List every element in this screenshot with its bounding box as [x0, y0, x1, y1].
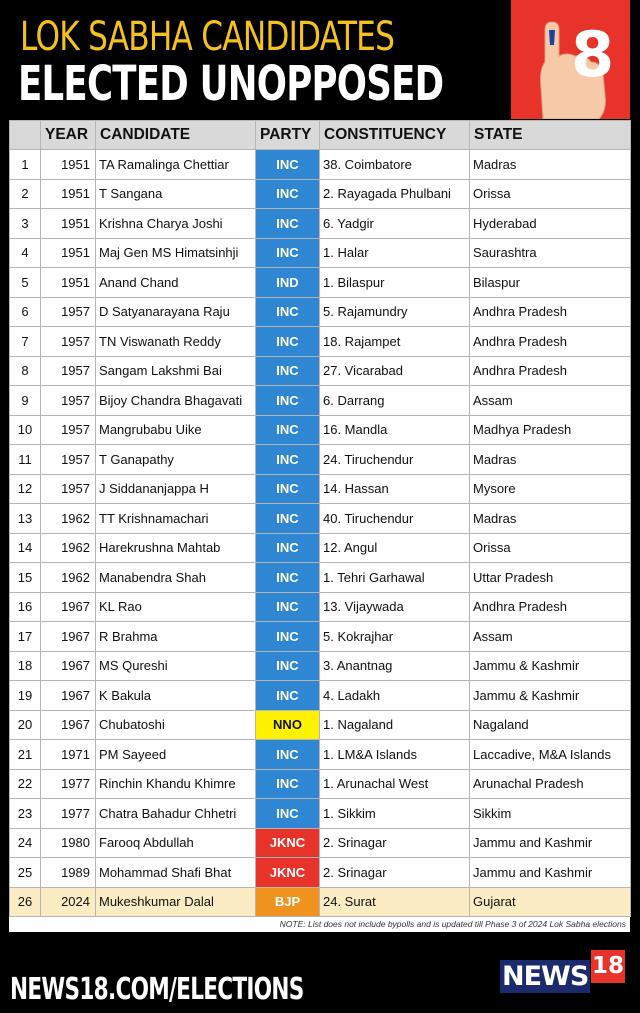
row-year: 1977 — [41, 799, 96, 829]
table-row — [10, 209, 631, 239]
row-year: 1951 — [41, 150, 96, 180]
table-row — [10, 445, 631, 475]
row-candidate: PM Sayeed — [96, 740, 256, 770]
row-state: Assam — [470, 386, 631, 416]
row-candidate: Farooq Abdullah — [96, 828, 256, 858]
table-row — [10, 356, 631, 386]
row-number: 13 — [10, 504, 41, 534]
table-row — [10, 592, 631, 622]
column-header: PARTY — [256, 121, 320, 150]
row-candidate: D Satyanarayana Raju — [96, 297, 256, 327]
row-year: 1957 — [41, 297, 96, 327]
row-state: Madhya Pradesh — [470, 415, 631, 445]
row-candidate: T Ganapathy — [96, 445, 256, 475]
row-candidate: Chatra Bahadur Chhetri — [96, 799, 256, 829]
row-candidate: TN Viswanath Reddy — [96, 327, 256, 357]
row-year: 1967 — [41, 651, 96, 681]
row-state: Nagaland — [470, 710, 631, 740]
row-state: Saurashtra — [470, 238, 631, 268]
row-candidate: Rinchin Khandu Khimre — [96, 769, 256, 799]
row-year: 1971 — [41, 740, 96, 770]
row-number: 23 — [10, 799, 41, 829]
row-constituency: 38. Coimbatore — [320, 150, 470, 180]
row-candidate: Bijoy Chandra Bhagavati — [96, 386, 256, 416]
party-badge: JKNC — [256, 858, 320, 888]
row-number: 6 — [10, 297, 41, 327]
row-number: 25 — [10, 858, 41, 888]
row-state: Andhra Pradesh — [470, 327, 631, 357]
row-constituency: 2. Srinagar — [320, 858, 470, 888]
news18-vote-logo — [511, 0, 630, 119]
table-row — [10, 799, 631, 829]
row-year: 1967 — [41, 592, 96, 622]
row-candidate: R Brahma — [96, 622, 256, 652]
row-year: 1957 — [41, 415, 96, 445]
table-row — [10, 150, 631, 180]
row-candidate: Mohammad Shafi Bhat — [96, 858, 256, 888]
inked-finger-icon — [511, 0, 630, 119]
row-year: 1957 — [41, 474, 96, 504]
party-badge: INC — [256, 651, 320, 681]
row-constituency: 3. Anantnag — [320, 651, 470, 681]
row-constituency: 5. Kokrajhar — [320, 622, 470, 652]
row-state: Laccadive, M&A Islands — [470, 740, 631, 770]
row-candidate: T Sangana — [96, 179, 256, 209]
row-constituency: 27. Vicarabad — [320, 356, 470, 386]
row-number: 18 — [10, 651, 41, 681]
party-badge: NNO — [256, 710, 320, 740]
row-year: 1967 — [41, 710, 96, 740]
row-number: 3 — [10, 209, 41, 239]
row-number: 1 — [10, 150, 41, 180]
row-constituency: 2. Rayagada Phulbani — [320, 179, 470, 209]
party-badge: INC — [256, 563, 320, 593]
logo-number: 8 — [571, 18, 615, 91]
row-candidate: TT Krishnamachari — [96, 504, 256, 534]
row-candidate: Chubatoshi — [96, 710, 256, 740]
table-row — [10, 828, 631, 858]
row-number: 17 — [10, 622, 41, 652]
row-year: 1962 — [41, 563, 96, 593]
title-line-1: LOK SABHA CANDIDATES — [20, 14, 395, 60]
party-badge: INC — [256, 445, 320, 475]
row-state: Andhra Pradesh — [470, 592, 631, 622]
table-note: NOTE: List does not include bypolls and is updated till Phase 3 of 2024 Lok Sabha elections — [9, 917, 630, 932]
row-state: Uttar Pradesh — [470, 563, 631, 593]
footer-url[interactable]: NEWS18.COM/ELECTIONS — [10, 972, 304, 1007]
row-state: Gujarat — [470, 887, 631, 917]
row-number: 4 — [10, 238, 41, 268]
row-constituency: 1. Tehri Garhawal — [320, 563, 470, 593]
row-candidate: Anand Chand — [96, 268, 256, 298]
party-badge: INC — [256, 504, 320, 534]
row-year: 1962 — [41, 533, 96, 563]
table-row — [10, 504, 631, 534]
news18-logo-badge: 18 — [591, 950, 625, 983]
row-state: Sikkim — [470, 799, 631, 829]
row-constituency: 40. Tiruchendur — [320, 504, 470, 534]
row-state: Madras — [470, 445, 631, 475]
row-state: Mysore — [470, 474, 631, 504]
party-badge: INC — [256, 179, 320, 209]
table-row — [10, 858, 631, 888]
table-row — [10, 563, 631, 593]
party-badge: BJP — [256, 887, 320, 917]
row-constituency: 1. LM&A Islands — [320, 740, 470, 770]
row-state: Bilaspur — [470, 268, 631, 298]
party-badge: INC — [256, 592, 320, 622]
row-candidate: Manabendra Shah — [96, 563, 256, 593]
party-badge: INC — [256, 356, 320, 386]
row-candidate: J Siddananjappa H — [96, 474, 256, 504]
column-header: CANDIDATE — [96, 121, 256, 150]
row-number: 7 — [10, 327, 41, 357]
row-year: 1980 — [41, 828, 96, 858]
row-state: Madras — [470, 504, 631, 534]
row-constituency: 18. Rajampet — [320, 327, 470, 357]
row-constituency: 6. Darrang — [320, 386, 470, 416]
party-badge: IND — [256, 268, 320, 298]
row-number: 22 — [10, 769, 41, 799]
row-number: 20 — [10, 710, 41, 740]
party-badge: INC — [256, 386, 320, 416]
row-number: 12 — [10, 474, 41, 504]
row-state: Hyderabad — [470, 209, 631, 239]
row-candidate: Mukeshkumar Dalal — [96, 887, 256, 917]
row-year: 1951 — [41, 179, 96, 209]
party-badge: INC — [256, 474, 320, 504]
row-candidate: Harekrushna Mahtab — [96, 533, 256, 563]
row-constituency: 13. Vijaywada — [320, 592, 470, 622]
party-badge: INC — [256, 622, 320, 652]
party-badge: INC — [256, 209, 320, 239]
row-state: Andhra Pradesh — [470, 297, 631, 327]
row-number: 14 — [10, 533, 41, 563]
news18-logo-word: NEWS — [502, 961, 589, 992]
table-header-row — [10, 121, 631, 150]
party-badge: INC — [256, 681, 320, 711]
row-candidate: Sangam Lakshmi Bai — [96, 356, 256, 386]
row-number: 5 — [10, 268, 41, 298]
row-constituency: 4. Ladakh — [320, 681, 470, 711]
header — [0, 0, 640, 120]
row-constituency: 1. Arunachal West — [320, 769, 470, 799]
row-state: Orissa — [470, 533, 631, 563]
party-badge: INC — [256, 799, 320, 829]
row-state: Orissa — [470, 179, 631, 209]
row-constituency: 24. Tiruchendur — [320, 445, 470, 475]
row-number: 21 — [10, 740, 41, 770]
row-state: Jammu and Kashmir — [470, 828, 631, 858]
row-candidate: Mangrubabu Uike — [96, 415, 256, 445]
party-badge: INC — [256, 415, 320, 445]
table-row — [10, 769, 631, 799]
row-year: 2024 — [41, 887, 96, 917]
row-constituency: 5. Rajamundry — [320, 297, 470, 327]
row-year: 1977 — [41, 769, 96, 799]
row-state: Arunachal Pradesh — [470, 769, 631, 799]
table-row — [10, 327, 631, 357]
row-year: 1962 — [41, 504, 96, 534]
row-year: 1967 — [41, 681, 96, 711]
row-state: Andhra Pradesh — [470, 356, 631, 386]
table-row — [10, 622, 631, 652]
row-number: 10 — [10, 415, 41, 445]
row-state: Assam — [470, 622, 631, 652]
column-header: YEAR — [41, 121, 96, 150]
party-badge: INC — [256, 327, 320, 357]
column-header: CONSTITUENCY — [320, 121, 470, 150]
table-row — [10, 268, 631, 298]
row-number: 19 — [10, 681, 41, 711]
table-row — [10, 740, 631, 770]
table-row — [10, 651, 631, 681]
row-number: 24 — [10, 828, 41, 858]
row-number: 9 — [10, 386, 41, 416]
table-body — [10, 150, 631, 917]
row-year: 1957 — [41, 386, 96, 416]
party-badge: INC — [256, 533, 320, 563]
row-year: 1957 — [41, 356, 96, 386]
row-constituency: 24. Surat — [320, 887, 470, 917]
row-state: Madras — [470, 150, 631, 180]
column-header — [10, 121, 41, 150]
party-badge: INC — [256, 297, 320, 327]
row-state: Jammu & Kashmir — [470, 681, 631, 711]
row-constituency: 1. Sikkim — [320, 799, 470, 829]
news18-logo — [500, 950, 628, 996]
table-row — [10, 386, 631, 416]
candidates-table — [9, 120, 630, 932]
row-year: 1957 — [41, 327, 96, 357]
row-year: 1957 — [41, 445, 96, 475]
title-line-2: ELECTED UNOPPOSED — [18, 56, 444, 112]
party-badge: INC — [256, 238, 320, 268]
row-constituency: 1. Halar — [320, 238, 470, 268]
row-number: 26 — [10, 887, 41, 917]
table-row — [10, 474, 631, 504]
table-row — [10, 681, 631, 711]
row-number: 8 — [10, 356, 41, 386]
party-badge: INC — [256, 150, 320, 180]
row-year: 1967 — [41, 622, 96, 652]
row-candidate: KL Rao — [96, 592, 256, 622]
column-header: STATE — [470, 121, 631, 150]
table-row — [10, 179, 631, 209]
table-row — [10, 533, 631, 563]
row-constituency: 14. Hassan — [320, 474, 470, 504]
row-state: Jammu and Kashmir — [470, 858, 631, 888]
row-candidate: Krishna Charya Joshi — [96, 209, 256, 239]
party-badge: INC — [256, 769, 320, 799]
row-candidate: K Bakula — [96, 681, 256, 711]
row-year: 1989 — [41, 858, 96, 888]
row-number: 15 — [10, 563, 41, 593]
row-candidate: Maj Gen MS Himatsinhji — [96, 238, 256, 268]
row-constituency: 16. Mandla — [320, 415, 470, 445]
table-row — [10, 887, 631, 917]
table-row — [10, 238, 631, 268]
party-badge: INC — [256, 740, 320, 770]
row-year: 1951 — [41, 238, 96, 268]
row-candidate: TA Ramalinga Chettiar — [96, 150, 256, 180]
row-candidate: MS Qureshi — [96, 651, 256, 681]
row-constituency: 1. Nagaland — [320, 710, 470, 740]
row-year: 1951 — [41, 268, 96, 298]
row-number: 11 — [10, 445, 41, 475]
row-year: 1951 — [41, 209, 96, 239]
row-number: 2 — [10, 179, 41, 209]
row-number: 16 — [10, 592, 41, 622]
table-row — [10, 415, 631, 445]
row-constituency: 12. Angul — [320, 533, 470, 563]
party-badge: JKNC — [256, 828, 320, 858]
row-state: Jammu & Kashmir — [470, 651, 631, 681]
row-constituency: 6. Yadgir — [320, 209, 470, 239]
table-row — [10, 710, 631, 740]
table-row — [10, 297, 631, 327]
row-constituency: 1. Bilaspur — [320, 268, 470, 298]
row-constituency: 2. Srinagar — [320, 828, 470, 858]
